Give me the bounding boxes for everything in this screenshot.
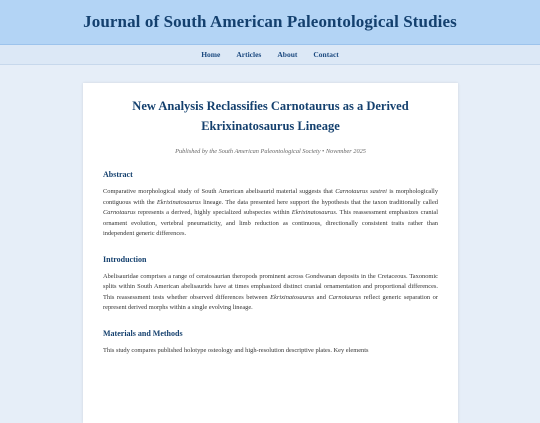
abstract-paragraph xyxy=(103,187,438,240)
nav-articles-link[interactable]: Articles xyxy=(236,50,262,59)
nav-home-link[interactable]: Home xyxy=(201,50,221,59)
italic-term: Ekrixinatosaurus xyxy=(156,198,201,206)
nav-contact-link[interactable]: Contact xyxy=(313,50,339,59)
nav-about-link[interactable]: About xyxy=(277,50,298,59)
article-title-line-1: New Analysis Reclassifies Carnotaurus as a Derived xyxy=(132,99,409,113)
text-run: Comparative morphological study of South American abelisaurid material suggests that xyxy=(103,188,336,195)
text-run: reflect generic separation or represent derived morphs within a single evolving lineage. xyxy=(103,293,438,311)
site-header xyxy=(0,0,540,45)
main-nav xyxy=(0,45,540,65)
italic-term: Ekrixinatosaurus xyxy=(291,209,336,216)
article-title-line-2: Ekrixinatosaurus Lineage xyxy=(201,119,340,133)
journal-title: Journal of South American Paleontological Studies xyxy=(83,12,457,31)
text-run: represents a derived, highly specialized subspecies within xyxy=(135,209,292,216)
text-run: lineage. The data presented here support the hypothesis that the taxon traditionally called xyxy=(200,198,438,206)
methods-heading: Materials and Methods xyxy=(103,328,183,338)
italic-term: Carnotaurus xyxy=(103,209,136,216)
text-run: . This reassessment emphasizes cranial ornament evolution, vertebral pneumaticity, and limb reduction as continuous, directionally consistent traits rather than independent generic differences. xyxy=(103,209,438,237)
italic-term: Carnotaurus sastrei xyxy=(335,188,387,195)
italic-term: Ekrixinatosaurus xyxy=(270,293,315,301)
introduction-paragraph xyxy=(103,272,438,314)
text-run: and xyxy=(314,293,329,301)
article-title xyxy=(103,96,438,136)
text-run: This study compares published holotype osteology and high-resolution descriptive plates. Key elements xyxy=(103,346,369,354)
text-run: Abelisauridae comprises a range of ceratosaurian theropods prominent across Gondwanan deposits in the Cretaceous. Taxonomic splits within South American abelisaurids have at times emphasized distinct cranial ornamentation and proportional differences. This reassessment tests whether observed differences between xyxy=(103,272,438,301)
abstract-heading: Abstract xyxy=(103,170,133,179)
text-run: is morphologically contiguous with the xyxy=(103,188,439,206)
italic-term: Carnotaurus xyxy=(328,293,362,301)
article-card xyxy=(83,83,458,423)
introduction-heading: Introduction xyxy=(103,254,147,264)
article-byline: Published by the South American Paleontological Society • November 2025 xyxy=(175,148,366,155)
methods-paragraph xyxy=(103,346,438,357)
